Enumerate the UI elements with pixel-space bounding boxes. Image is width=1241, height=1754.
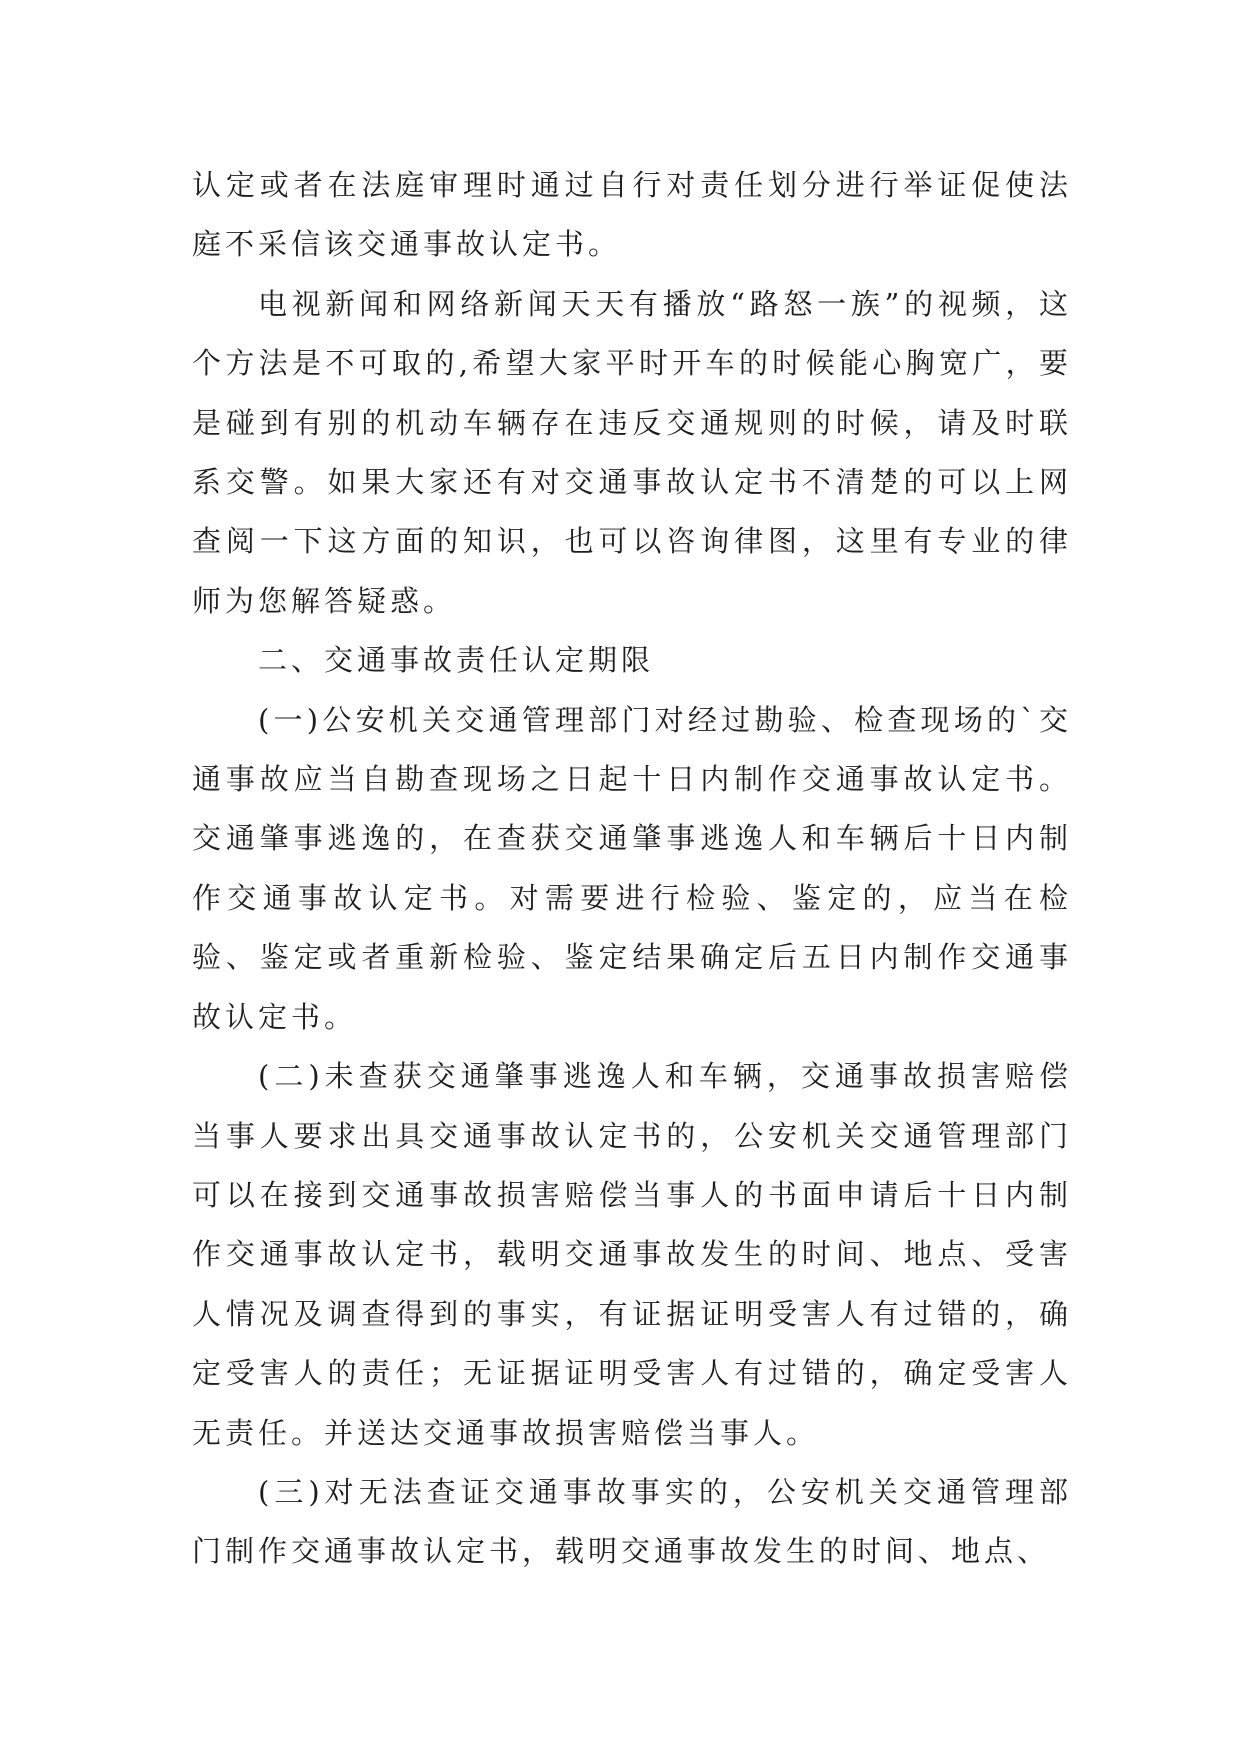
section-heading: 二、交通事故责任认定期限 <box>258 643 655 678</box>
paragraph-item-1: (一)公安机关交通管理部门对经过勘验、检查现场的`交通事故应当自勘查现场之日起十日内制作交通事故认定书。交通肇事逃逸的，在查获交通肇事逃逸人和车辆后十日内制作交通事故认定书。对需要进行检验、鉴定的，应当在检验、鉴定或者重新检验、鉴定结果确定后五日内制作交通事故认定书。 <box>192 702 1072 1034</box>
paragraph-road-rage: 电视新闻和网络新闻天天有播放“路怒一族”的视频，这个方法是不可取的,希望大家平时开车的时候能心胸宽广，要是碰到有别的机动车辆存在违反交通规则的时候，请及时联系交警。如果大家还有对交通事故认定书不清楚的可以上网查阅一下这方面的知识，也可以咨询律图，这里有专业的律师为您解答疑惑。 <box>192 286 1072 618</box>
document-body <box>192 156 1072 1582</box>
paragraph-continuation: 认定或者在法庭审理时通过自行对责任划分进行举证促使法庭不采信该交通事故认定书。 <box>192 168 1072 262</box>
paragraph-item-3: (三)对无法查证交通事故事实的，公安机关交通管理部门制作交通事故认定书，载明交通事故发生的时间、地点、 <box>192 1474 1072 1569</box>
paragraph-item-2: (二)未查获交通肇事逃逸人和车辆，交通事故损害赔偿当事人要求出具交通事故认定书的，公安机关交通管理部门可以在接到交通事故损害赔偿当事人的书面申请后十日内制作交通事故认定书，载明交通事故发生的时间、地点、受害人情况及调查得到的事实，有证据证明受害人有过错的，确定受害人的责任；无证据证明受害人有过错的，确定受害人无责任。并送达交通事故损害赔偿当事人。 <box>192 1059 1072 1450</box>
